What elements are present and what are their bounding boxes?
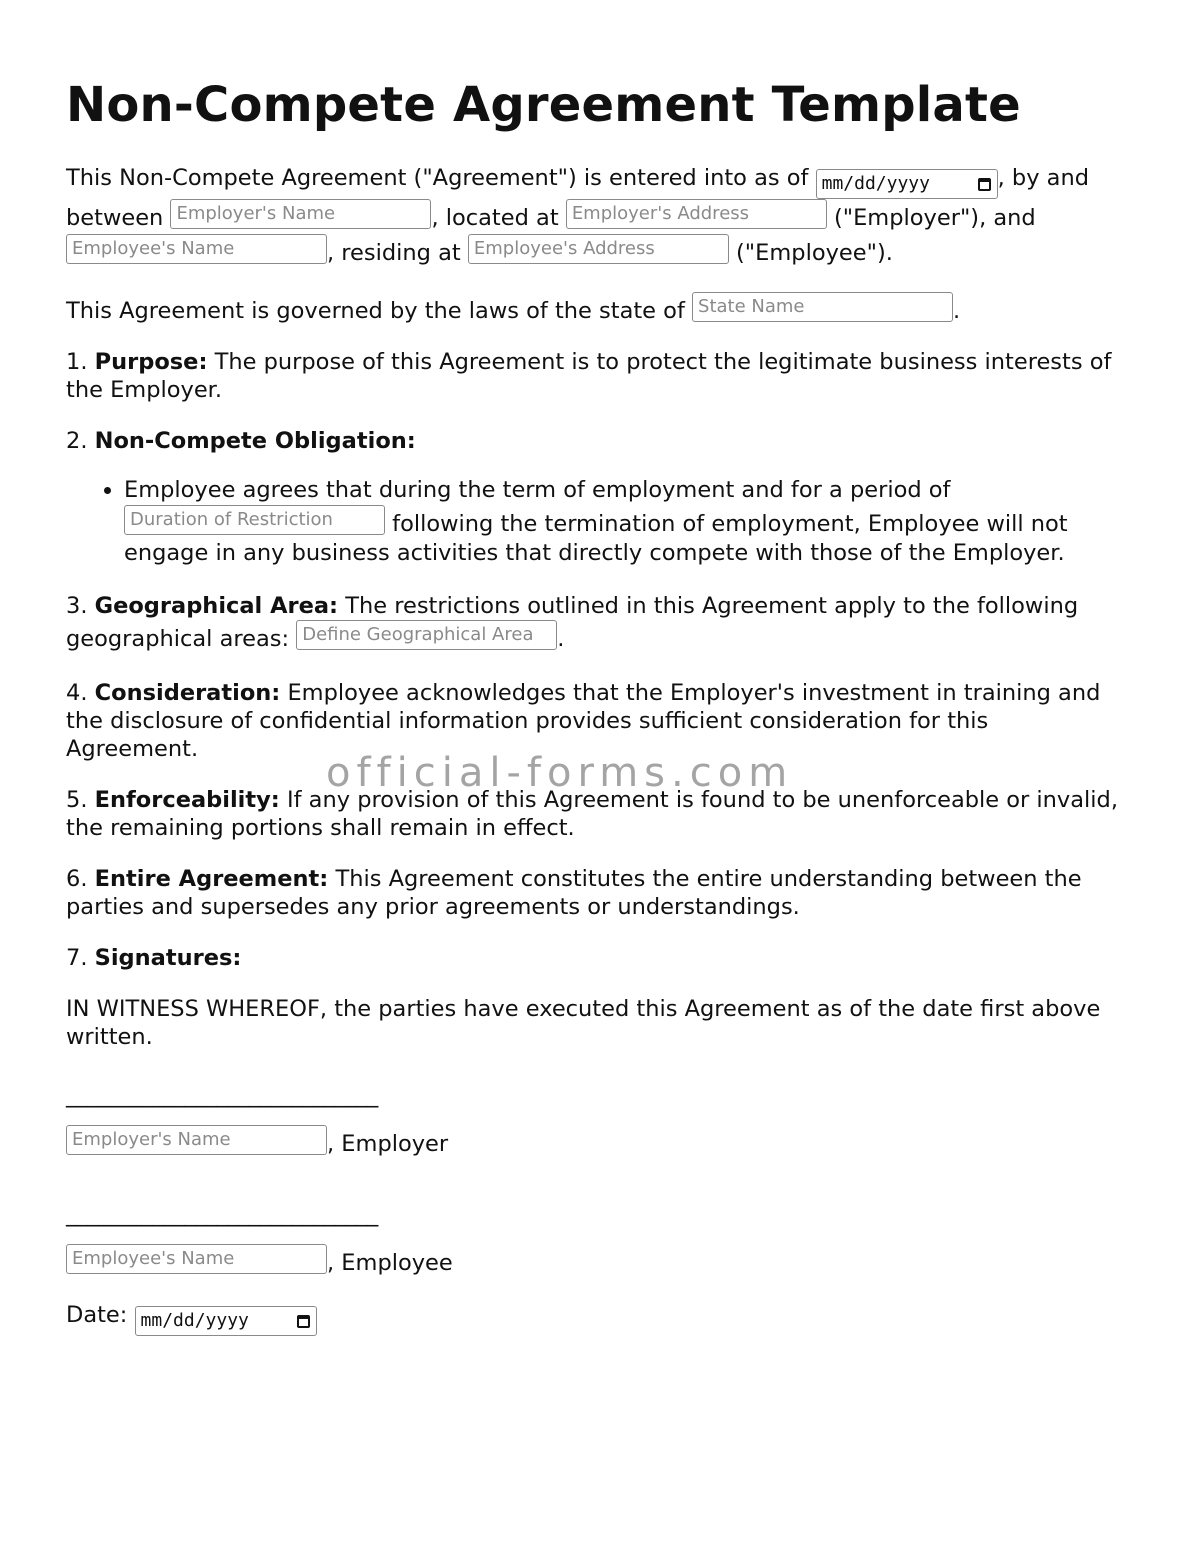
section-signatures	[66, 944, 1126, 972]
employee-signature-row	[66, 1244, 1126, 1277]
date-placeholder: mm/dd/yyyy	[821, 173, 930, 195]
section-heading: Purpose:	[94, 349, 208, 376]
section-noncompete	[66, 427, 1126, 455]
section-text: This Agreement constitutes the entire understanding between the parties and supersedes any prior agreements or understandings.	[66, 866, 1082, 921]
state-name-input[interactable]: State Name	[692, 292, 953, 322]
document-page	[66, 78, 1126, 1359]
section-number: 5.	[66, 787, 88, 814]
employer-signature-line: _____________________________	[66, 1082, 378, 1109]
employee-address-input[interactable]: Employee's Address	[468, 234, 729, 264]
section-number: 1.	[66, 349, 88, 376]
section-heading: Consideration:	[94, 680, 281, 707]
watermark: official-forms.com	[326, 750, 794, 796]
section-text: Employee acknowledges that the Employer's investment in training and the disclosure of confidential information provides sufficient consideration for this Agreement.	[66, 680, 1101, 763]
section-number: 4.	[66, 680, 88, 707]
section-enforceability	[66, 786, 1126, 842]
section-heading: Geographical Area:	[94, 593, 339, 620]
section-heading: Enforceability:	[94, 787, 280, 814]
geo-end: .	[557, 626, 565, 653]
date-label: Date:	[66, 1302, 128, 1329]
governing-end: .	[953, 298, 961, 325]
employee-signature-line: _____________________________	[66, 1201, 378, 1228]
employer-signature-name-input[interactable]: Employer's Name	[66, 1125, 327, 1155]
section-heading: Entire Agreement:	[94, 866, 329, 893]
page-title: Non-Compete Agreement Template	[66, 77, 1021, 133]
noncompete-list	[66, 476, 1126, 568]
calendar-icon[interactable]	[297, 1315, 310, 1328]
governing-text: This Agreement is governed by the laws of the state of	[66, 298, 685, 325]
bullet-text-2: following the termination of employment, Employee will not engage in any business activities that directly compete with those of the Employer.	[124, 511, 1068, 567]
employer-label: , Employer	[327, 1131, 449, 1158]
bullet-text-1: Employee agrees that during the term of employment and for a period of	[124, 477, 951, 504]
section-purpose	[66, 348, 1126, 404]
intro-text-5: , residing at	[327, 239, 461, 266]
intro-paragraph	[66, 163, 1126, 268]
employee-signature-name-input[interactable]: Employee's Name	[66, 1244, 327, 1274]
signature-date-input[interactable]	[135, 1306, 317, 1336]
section-number: 6.	[66, 866, 88, 893]
section-geographical-area	[66, 592, 1126, 653]
section-number: 3.	[66, 593, 88, 620]
section-heading: Signatures:	[94, 945, 242, 972]
list-item	[124, 476, 1126, 568]
intro-text-2: , by and between	[66, 165, 1089, 232]
section-number: 7.	[66, 945, 88, 972]
section-heading: Non-Compete Obligation:	[94, 428, 416, 455]
section-entire-agreement	[66, 865, 1126, 921]
calendar-icon[interactable]	[978, 178, 991, 191]
duration-input[interactable]: Duration of Restriction	[124, 505, 385, 535]
intro-text-3: , located at	[431, 205, 559, 232]
witness-paragraph: IN WITNESS WHEREOF, the parties have executed this Agreement as of the date first above written.	[66, 996, 1101, 1051]
date-placeholder: mm/dd/yyyy	[140, 1310, 249, 1332]
intro-text-6: ("Employee").	[736, 239, 893, 266]
section-consideration	[66, 679, 1126, 763]
employer-signature-row	[66, 1125, 1126, 1158]
employee-name-input[interactable]: Employee's Name	[66, 234, 327, 264]
intro-text-4: ("Employer"), and	[833, 205, 1036, 232]
section-text: The purpose of this Agreement is to protect the legitimate business interests of the Employer.	[66, 349, 1112, 404]
governing-law-paragraph	[66, 292, 1126, 325]
section-number: 2.	[66, 428, 88, 455]
employer-name-input[interactable]: Employer's Name	[170, 199, 431, 229]
employer-address-input[interactable]: Employer's Address	[566, 199, 827, 229]
agreement-date-input[interactable]	[816, 169, 998, 199]
date-row	[66, 1301, 1126, 1336]
section-text: The restrictions outlined in this Agreement apply to the following geographical areas:	[66, 593, 1079, 653]
geographical-area-input[interactable]: Define Geographical Area	[296, 620, 557, 650]
intro-text-1: This Non-Compete Agreement ("Agreement") is entered into as of	[66, 165, 809, 192]
employee-label: , Employee	[327, 1250, 453, 1277]
section-text: If any provision of this Agreement is found to be unenforceable or invalid, the remaining portions shall remain in effect.	[66, 787, 1118, 842]
